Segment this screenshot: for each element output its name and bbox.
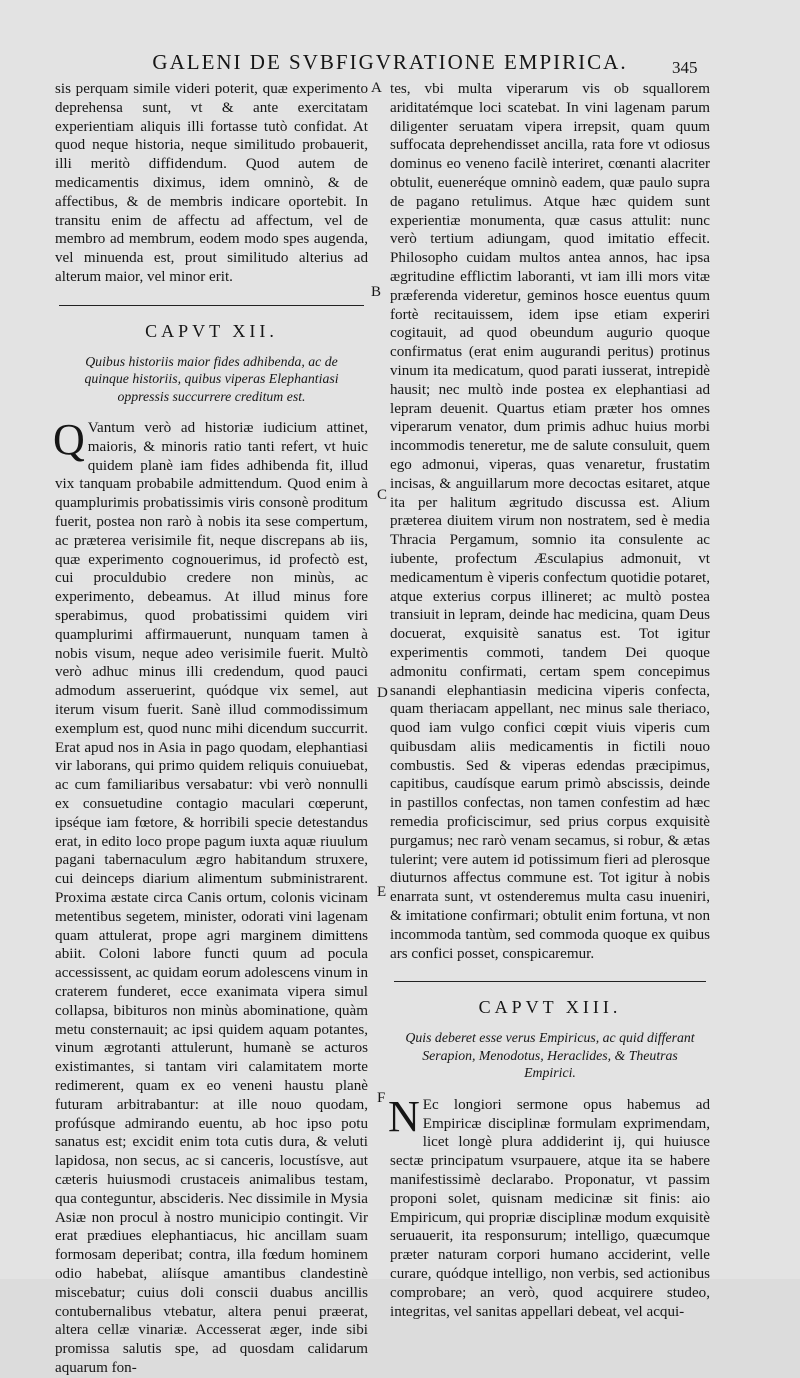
left-column [55,80,368,1378]
drop-cap: N [388,1091,420,1141]
chapter-body-text: Ec longiori sermone opus habemus ad Empiricæ disciplinæ formulam exprimendam, licet longè plura addiderint ij, qui huiusce sectæ principatum vsurpauere, atque ita se habere manifestissimè declarabo. Proponatur, vt passim proponi solet, quisnam medicinæ sit finis: aio Empiricum, qui propriæ disciplinæ modum exquisitè seruauerit, ita responsurum; intelligo, quæcumque præter naturam corpori humano acciderint, velle curare, quódque intelligo, non verbis, sed actionibus comprobare; an verò, quod acquirere studeo, integritas, vel sanitas appellari debeat, vel acqui- [390,1096,710,1320]
chapter-body [53,415,368,1378]
chapter-body [388,1091,710,1322]
margin-letter-d: D [377,685,388,701]
right-column [390,80,710,1321]
margin-letter-c: C [377,487,388,503]
margin-letter-f: F [377,1090,386,1106]
section-rule [59,305,364,306]
chapter-summary: Quis deberet esse verus Empiricus, ac quid differant Serapion, Menodotus, Heraclides, & Theutras Empirici. [405,1030,695,1081]
margin-letter-b: B [371,284,382,300]
chapter-title: CAPVT XIII. [478,997,622,1018]
intro-paragraph: sis perquam simile videri poterit, quæ experimento deprehensa sunt, vt & ante exercitatam experientiam aliquis illi fortasse tutò confidat. At quod neque historia, neque similitudo probauerit, illi meritò diffidendum. Quod autem de medicamentis diximus, idem omninò, & de affectibus, & de membris indicare oportebit. In transitu enim de affectu ad affectum, vel de membro ad membrum, eodem modo spes augenda, vel minuenda est, prout similitudo alterius ad alterum maior, vel minor erit. [55,81,368,285]
page-number: 345 [672,58,698,77]
section-rule [394,981,706,982]
margin-letter-a: A [371,80,382,96]
margin-letter-e: E [377,884,387,900]
chapter-body-text: Vantum verò ad historiæ iudicium attinet, maioris, & minoris ratio tanti refert, vt huic quidem planè iam fides adhibenda fit, illud vix tanquam probabile admittendum. Quod enim à quamplurimis probatissimis viris consonè proditum fuerit, postea non rarò à nobis ita sese compertum, ac præterea verisimile fit, neque discrepans ab iis, quæ experimento cognouerimus, id profectò est, cui proculdubio credere non minùs, ac experimento, debeamus. At illud minus fore sperabimus, quod probatissimi quidem viri quamplurimi affirmauerunt, nunquam tamen à nobis visum, neque adeo verisimile fuerit. Multò verò adhuc minus illi credendum, quod pauci admodum asseruerint, quódque vix semel, aut iterum visum fuerit. Sanè illud commodissimum exemplum est, quod nunc mihi dicendum succurrit. Erat apud nos in Asia in pago quodam, elephantiasi vir laborans, qui primo quidem reliquis conuiuebat, ac cum familiaribus versabatur: vbi verò nonnulli ex consuetudine contagio maculari cœperunt, ipséque iam fœtore, & horribili specie detestandus erat, in edito loco prope pagum iuxta aquæ riuulum pagani tabernaculum ægro habitandum struxere, cui deinceps diarium alimentum subministrarent. Proxima æstate circa Canis ortum, colonis vicinam metentibus segetem, minister, odorati vini lagenam quam attulerat, prope agri marginem dimittens abiit. Coloni labore functi quum ad pocula accessissent, ac quidam eorum adolescens vinum in craterem funderet, ecce exanimata vipera simul collapsa, bibituros non minùs abominatione, quàm metu consternauit; ac ipsi quidem aquam potantes, vinum ægrotanti attulerunt, humanè se acturos existimantes, si tantam viri calamitatem morte redimerent, quam ex eo veneni haustu planè futuram arbitrabantur: at ille nouo quodam, profúsque admirando euentu, ab hoc ipso potu sanatus est; excidit enim tota cutis dura, & veluti lapidosa, non secus, ac si canceris, locustísve, aut cæteris huiusmodi crustaceis animalibus testam, qua conteguntur, abscideris. Nec dissimile in Mysia Asiæ non procul à nostro municipio contingit. Vir erat prædiues elephantiacus, hic ancillam suam formosam deperibat; contra, illa fœdum hominem odio habebat, aliísque amantibus clandestinè miscebatur; cuius doli conscii duabus ancillis contubernalibus vtebatur, altera penui præerat, altera cellæ vinariæ. Accesserat æger, inde sibi promissa salutis spe, ad quosdam calidarum aquarum fon- [55,420,368,1376]
continued-paragraph: tes, vbi multa viperarum vis ob squallorem ariditatémque loci scatebat. In vini lagenam parum diligenter seruatam vipera irrepsit, quam quum suffocata deprehendisset ancilla, rata fore vt odiosus dominus eo veneno facilè interiret, cœnanti alacriter obtulit, eueneréque omninò eadem, quæ paulo supra de pagano retulimus. Atque hæc quidem sunt experientiæ monumenta, quæ casus attulit: nunc verò tertium adiungam, quod imitatio effecit. Philosopho cuidam multos antea annos, hac ipsa ægritudine efflictim laboranti, vt iam illi mors vitæ præferenda videretur, geminos hosce euentus quum fortè recitauissem, idem ipse etiam experiri cogitauit, ad quod obeundum augurio quoque confirmatus (erat enim augurandi peritus) protinus vinum ita medicatum, quod parati iusserat, intrepidè hausit; nec multò inde postea ex elephantiasi ad lepram deuenit. Quartus etiam præter hos omnes viperarum venator, dum primis adhuc huius morbi incommodis teneretur, me de salute consuluit, quem ego admonui, viperas, quas venaretur, frustatim incisas, & anguillarum more decoctas esitaret, atque ita per halitum ægritudo discussa est. Alium præterea diuitem virum non nostratem, sed è media Thracia Pergamum, somnio ita consulente ac iubente, profectum Æsculapius admonuit, vt medicamentum è viperis confectum quotidie potaret, atque exterius corpus illineret; ac multò postea transiuit in lepram, deinde hac medicina, quam Deus docuerat, exquisitè sanatus est. Tot igitur experimentis commoti, tandem Dei quoque admonitu confirmati, certam spem concepimus sanandi elephantiasin medicina viperis confecta, quam theriacam appellant, nec minus sale theriaco, quod iam vulgo confici cœpit viuis viperis cum quibusdam aliis medicamentis in fictili nouo combustis. Sed & viperas edendas præcipimus, capitibus, caudísque earum primò abscissis, deinde in pastillos confectas, non tamen confestim ad hæc remedia proficiscimur, sed prius corpus exquisitè purgamus; nec rarò venam secamus, si robur, & ætas tulerint; vere autem id potissimum fieri ad plerosque diuturnos affectus commune est. Tot igitur à nobis enarrata sunt, vt ostenderemus multa casu inueniri, & imitatione confirmari; obtulit enim fortuna, vt non incommoda tantùm, sed commoda quoque ex quibus ars confici posset, conspicaremur. [390,81,710,962]
chapter-summary: Quibus historiis maior fides adhibenda, ac de quinque historiis, quibus viperas Elephantiasi oppressis succurrere creditum est. [84,353,339,404]
chapter-title: CAPVT XII. [145,320,278,341]
drop-cap: Q [53,415,85,465]
running-head: GALENI DE SVBFIGVRATIONE EMPIRICA. [152,50,628,74]
